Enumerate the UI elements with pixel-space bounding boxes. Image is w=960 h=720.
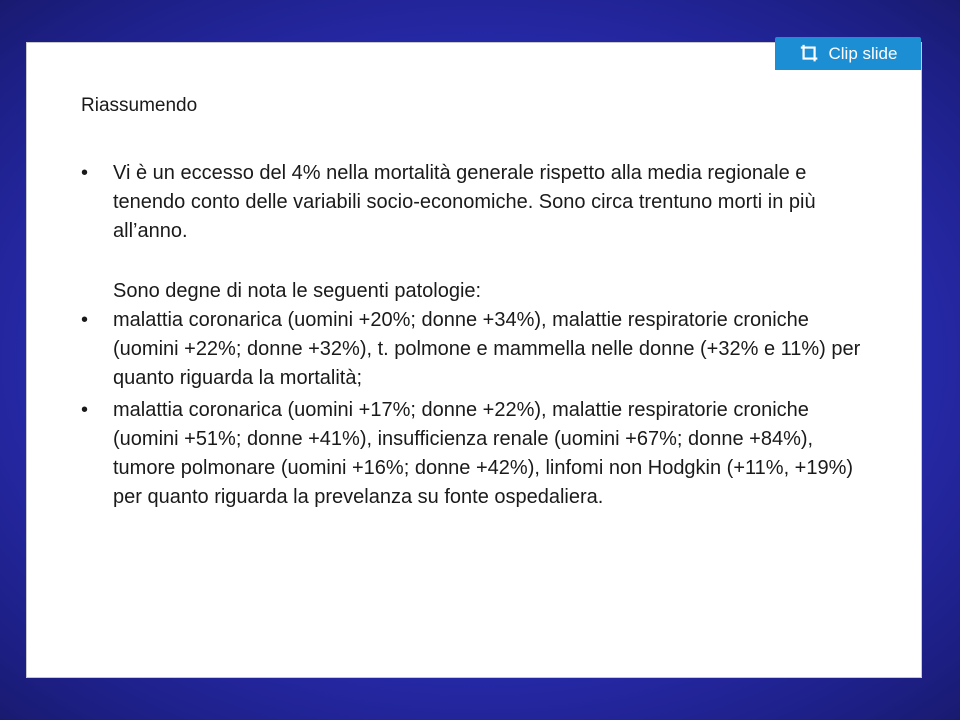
clip-slide-button[interactable] xyxy=(775,37,921,70)
bullet-text: Vi è un eccesso del 4% nella mortalità generale rispetto alla media regionale e tenendo conto delle variabili socio-economiche. Sono circa trentuno morti in più all’anno. xyxy=(113,162,816,242)
spacer xyxy=(81,246,861,277)
bullet-text: malattia coronarica (uomini +20%; donne +34%), malattie respiratorie croniche (uomini +22%; donne +32%), t. polmone e mammella nelle donne (+32% e 11%) per quanto riguarda la mortalità; xyxy=(113,309,861,389)
bullet-item-mortality-pathologies xyxy=(81,306,861,393)
clip-icon xyxy=(799,43,821,65)
clip-slide-label: Clip slide xyxy=(828,43,898,63)
bullet-text: malattia coronarica (uomini +17%; donne +22%), malattie respiratorie croniche (uomini +51%; donne +41%), insufficienza renale (uomini +67%; donne +84%), tumore polmonare (uomini +16%; donne +42%), linfomi non Hodgkin (+11%, +19%) per quanto riguarda la prevelanza su fonte ospedaliera. xyxy=(113,399,854,508)
intro-line: Sono degne di nota le seguenti patologie: xyxy=(113,280,482,302)
bullet-marker: • xyxy=(81,162,89,184)
slide-title: Riassumendo xyxy=(81,95,198,116)
slide-content xyxy=(81,159,861,512)
bullet-item-mortality-excess xyxy=(81,159,861,246)
bullet-marker: • xyxy=(81,399,89,421)
bullet-marker: • xyxy=(81,309,89,331)
slide-panel xyxy=(26,42,922,678)
bullet-item-prevalence xyxy=(81,396,861,512)
